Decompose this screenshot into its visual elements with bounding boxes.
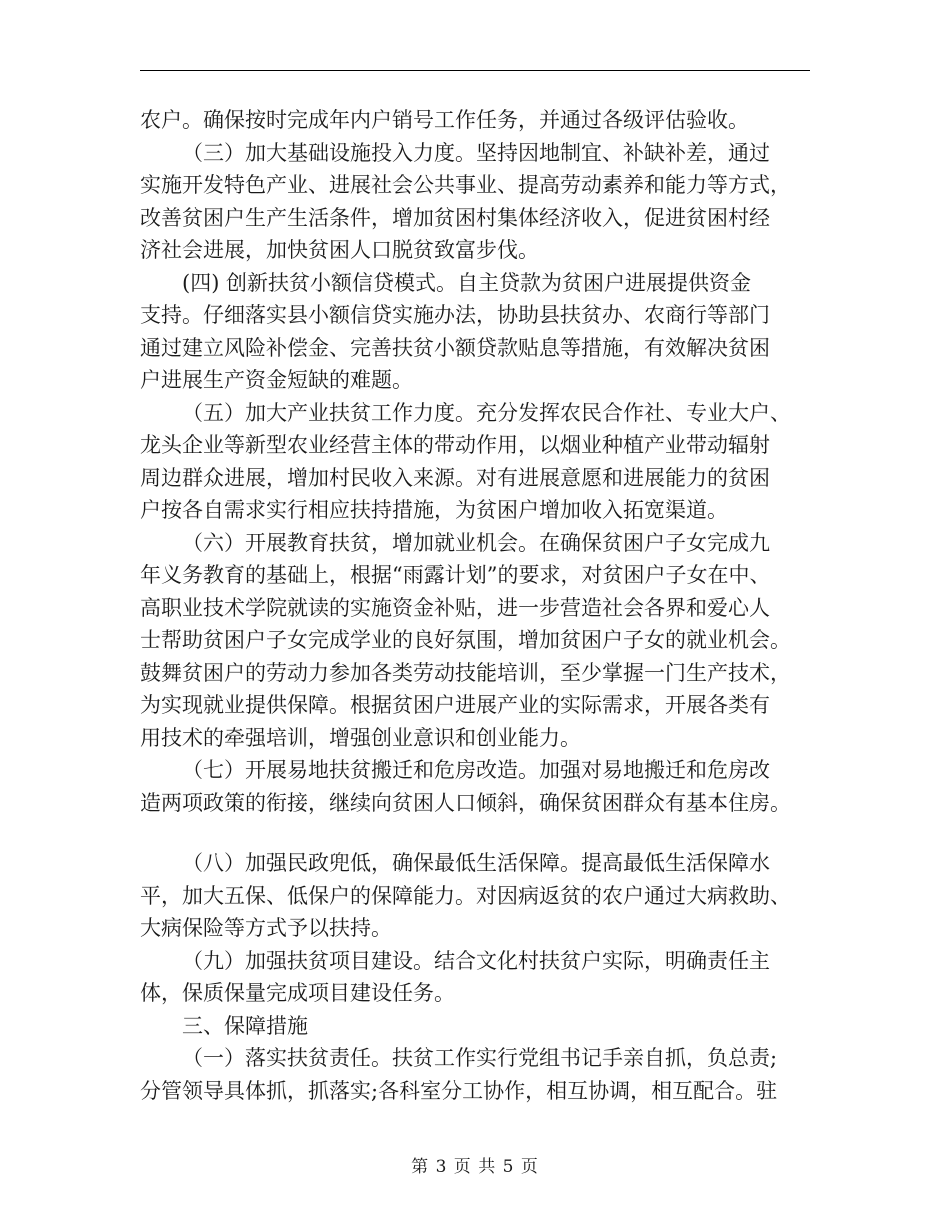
text-line: 农户。确保按时完成年内户销号工作任务，并通过各级评估验收。 [140, 108, 749, 132]
text-line: 年义务教育的基础上，根据“雨露计划”的要求，对贫困户子女在中、 [140, 563, 771, 587]
text-block-2 [140, 847, 816, 1107]
text-line: 用技术的牵强培训，增强创业意识和创业能力。 [140, 725, 581, 750]
text-line: 分管领导具体抓，抓落实;各科室分工协作，相互协调，相互配合。驻 [140, 1078, 778, 1103]
paragraph-gap [140, 819, 816, 847]
text-line: （五）加大产业扶贫工作力度。充分发挥农民合作社、专业大户、 [182, 400, 791, 425]
text-line: 周边群众进展，增加村民收入来源。对有进展意愿和进展能力的贫困 [140, 465, 770, 490]
text-line: （六）开展教育扶贫，增加就业机会。在确保贫困户子女完成九 [182, 530, 770, 555]
text-line: 为实现就业提供保障。根据贫困户进展产业的实际需求，开展各类有 [140, 693, 770, 717]
text-line: 高职业技术学院就读的实施资金补贴，进一步营造社会各界和爱心人 [140, 595, 770, 620]
text-line: (四) 创新扶贫小额信贷模式。自主贷款为贫困户进展提供资金 [182, 270, 752, 295]
text-line: 三、保障措施 [182, 1013, 308, 1038]
text-line: 户进展生产资金短缺的难题。 [140, 368, 413, 392]
text-line: （八）加强民政兜低，确保最低生活保障。提高最低生活保障水 [182, 851, 770, 875]
text-line: 户按各自需求实行相应扶持措施，为贫困户增加收入拓宽渠道。 [140, 498, 728, 522]
text-line: 大病保险等方式予以扶持。 [140, 916, 392, 940]
text-line: 平，加大五保、低保户的保障能力。对因病返贫的农户通过大病救助、 [140, 883, 791, 908]
text-line: （九）加强扶贫项目建设。结合文化村扶贫户实际，明确责任主 [182, 948, 770, 973]
text-line: 通过建立风险补偿金、完善扶贫小额贷款贴息等措施，有效解决贫困 [140, 335, 770, 360]
text-line: 济社会进展，加快贫困人口脱贫致富步伐。 [140, 238, 539, 262]
text-line: 体，保质保量完成项目建设任务。 [140, 981, 455, 1005]
text-line: 鼓舞贫困户的劳动力参加各类劳动技能培训，至少掌握一门生产技术， [140, 660, 791, 685]
text-line: 造两项政策的衔接，继续向贫困人口倾斜，确保贫困群众有基本住房。 [140, 790, 791, 815]
text-line: 支持。仔细落实县小额信贷实施办法，协助县扶贫办、农商行等部门 [140, 303, 770, 327]
text-line: （七）开展易地扶贫搬迁和危房改造。加强对易地搬迁和危房改 [182, 758, 770, 782]
text-line: （三）加大基础设施投入力度。坚持因地制宜、补缺补差，通过 [182, 140, 770, 165]
text-line: 实施开发特色产业、进展社会公共事业、提高劳动素养和能力等方式， [140, 173, 791, 197]
document-body [140, 104, 816, 1107]
text-line: 改善贫困户生产生活条件，增加贫困村集体经济收入，促进贫困村经 [140, 205, 770, 230]
text-line: （一）落实扶贫责任。扶贫工作实行党组书记手亲自抓，负总责; [182, 1046, 778, 1070]
text-line: 龙头企业等新型农业经营主体的带动作用，以烟业种植产业带动辐射 [140, 433, 770, 457]
header-rule [140, 70, 810, 71]
text-block-1 [140, 104, 816, 819]
page-footer: 第 3 页 共 5 页 [411, 1157, 539, 1177]
text-line: 士帮助贫困户子女完成学业的良好氛围，增加贫困户子女的就业机会。 [140, 628, 791, 652]
